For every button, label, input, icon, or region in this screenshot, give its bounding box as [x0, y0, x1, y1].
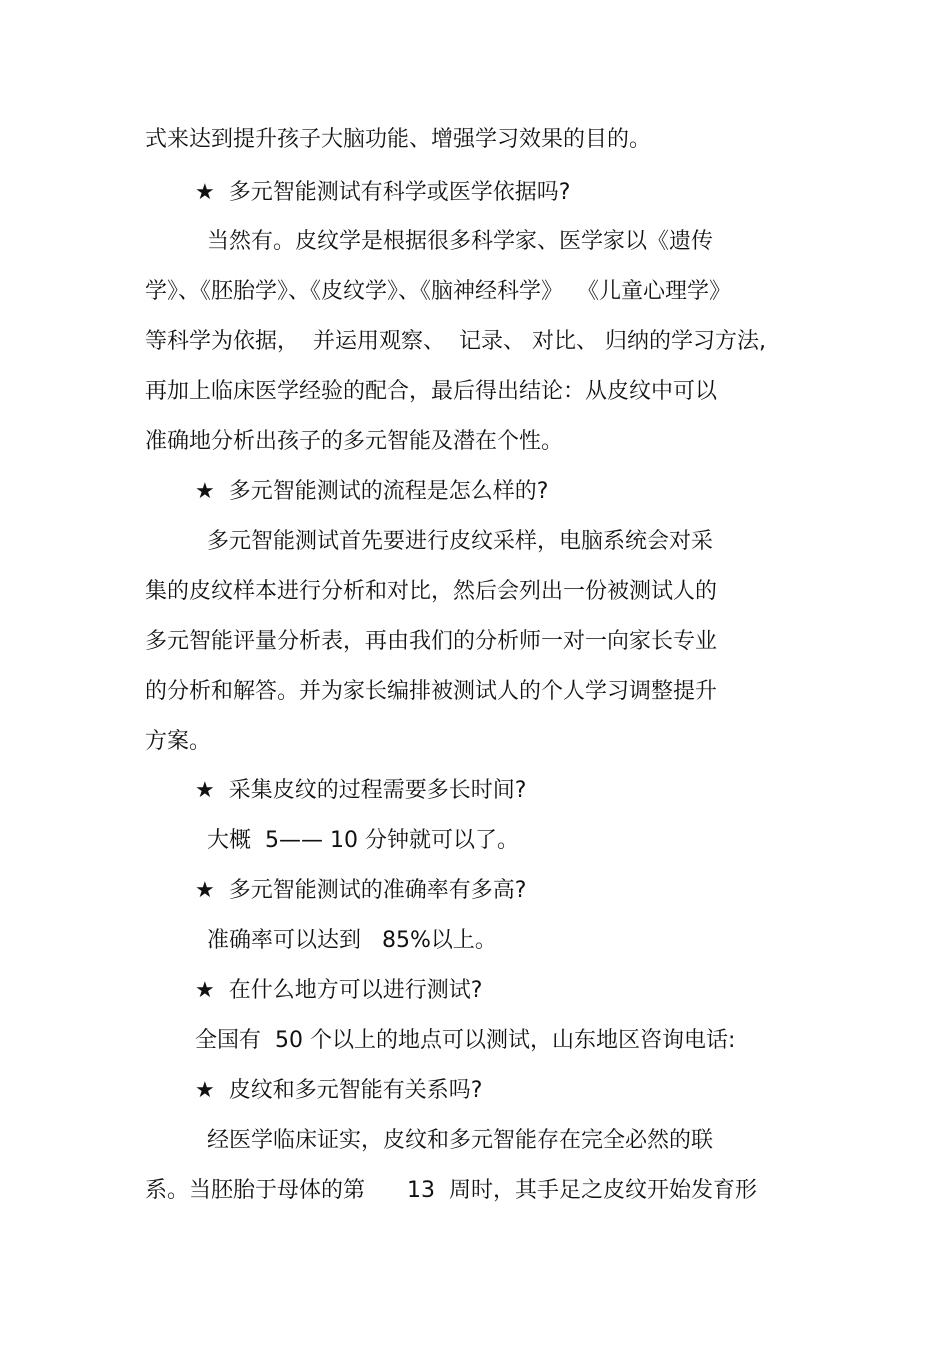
- paragraph-line: 式来达到提升孩子大脑功能、增强学习效果的目的。: [145, 127, 652, 152]
- star-icon: ★: [195, 778, 215, 803]
- paragraph-line: 多元智能评量分析表，再由我们的分析师一对一向家长专业: [145, 629, 718, 654]
- paragraph-line: 全国有 50 个以上的地点可以测试，山东地区咨询电话:: [195, 1028, 736, 1053]
- question-heading: [195, 876, 526, 906]
- question-heading: [195, 776, 526, 806]
- question-text: 多元智能测试有科学或医学依据吗?: [228, 180, 571, 205]
- paragraph-line: 集的皮纹样本进行分析和对比，然后会列出一份被测试人的: [145, 579, 718, 604]
- paragraph-line: 多元智能测试首先要进行皮纹采样，电脑系统会对采: [207, 529, 714, 554]
- paragraph-line: 准确地分析出孩子的多元智能及潜在个性。: [145, 429, 564, 454]
- star-icon: ★: [195, 978, 215, 1003]
- paragraph-line: 学》、《胚胎学》、《皮纹学》、《脑神经科学》 《儿童心理学》: [145, 279, 731, 304]
- paragraph-line: 当然有。皮纹学是根据很多科学家、医学家以《遗传: [207, 229, 714, 254]
- paragraph-line: 等科学为依据， 并运用观察、 记录、 对比、 归纳的学习方法,: [145, 329, 766, 354]
- star-icon: ★: [195, 1078, 215, 1103]
- question-heading: [195, 477, 548, 507]
- question-heading: [195, 1076, 482, 1106]
- question-text: 采集皮纹的过程需要多长时间?: [228, 778, 527, 803]
- paragraph-line: 大概 5—— 10 分钟就可以了。: [207, 828, 519, 853]
- paragraph-line: 经医学临床证实，皮纹和多元智能存在完全必然的联: [207, 1128, 714, 1153]
- paragraph-line: 再加上临床医学经验的配合，最后得出结论：从皮纹中可以: [145, 379, 718, 404]
- paragraph-line: 系。当胚胎于母体的第 13 周时，其手足之皮纹开始发育形: [145, 1178, 757, 1203]
- star-icon: ★: [195, 180, 215, 205]
- star-icon: ★: [195, 479, 215, 504]
- star-icon: ★: [195, 878, 215, 903]
- question-heading: [195, 976, 482, 1006]
- question-text: 多元智能测试的流程是怎么样的?: [228, 479, 549, 504]
- paragraph-line: 方案。: [145, 729, 212, 754]
- question-text: 皮纹和多元智能有关系吗?: [228, 1078, 483, 1103]
- question-heading: [195, 178, 570, 208]
- paragraph-line: 准确率可以达到 85%以上。: [207, 928, 497, 953]
- question-text: 在什么地方可以进行测试?: [228, 978, 483, 1003]
- question-text: 多元智能测试的准确率有多高?: [228, 878, 527, 903]
- paragraph-line: 的分析和解答。并为家长编排被测试人的个人学习调整提升: [145, 679, 718, 704]
